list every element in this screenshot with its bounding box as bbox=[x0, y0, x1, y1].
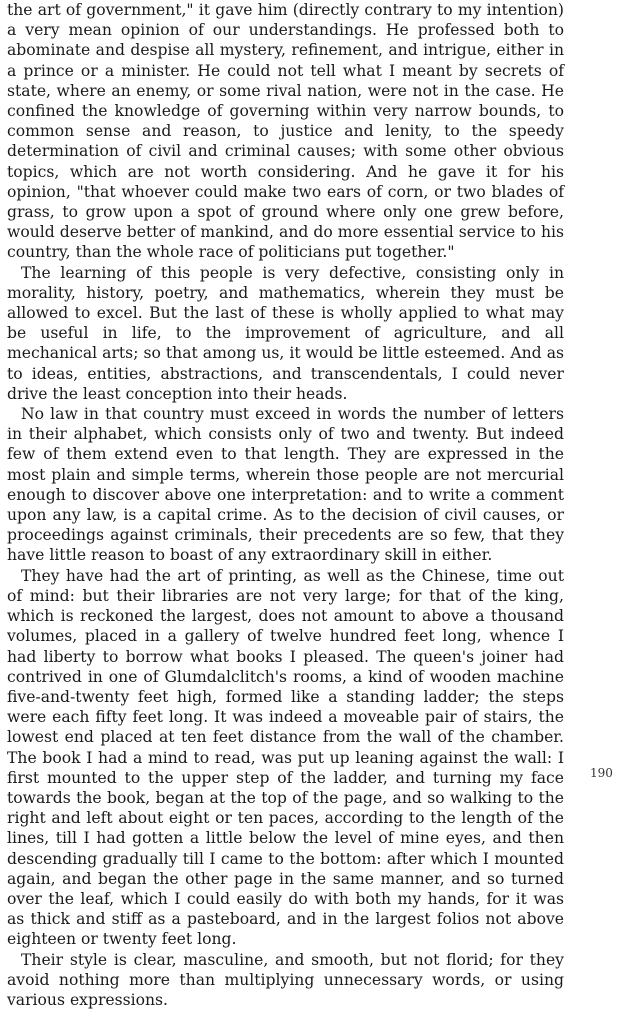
paragraph-1: the art of government," it gave him (directly contrary to my intention) a very mean opinion of our understandings. He professed both to abominate and despise all mystery, refinement, and intrigue, either in a prince or a minister. He could not tell what I meant by secrets of state, where an enemy, or some rival nation, were not in the case. He confined the knowledge of governing within very narrow bounds, to common sense and reason, to justice and lenity, to the speedy determination of civil and criminal causes; with some other obvious topics, which are not worth considering. And he gave it for his opinion, "that whoever could make two ears of corn, or two blades of grass, to grow upon a spot of ground where only one grew before, would deserve better of mankind, and do more essential service to his country, than the whole race of politicians put together." bbox=[7, 1, 564, 262]
page-number: 190 bbox=[590, 766, 613, 780]
page-text bbox=[7, 0, 564, 1010]
paragraph-4: They have had the art of printing, as well as the Chinese, time out of mind: but their libraries are not very large; for that of the king, which is reckoned the largest, does not amount to above a thousand volumes, placed in a gallery of twelve hundred feet long, whence I had liberty to borrow what books I pleased. The queen's joiner had contrived in one of Glumdalclitch's rooms, a kind of wooden machine five-and-twenty feet high, formed like a standing ladder; the steps were each fifty feet long. It was indeed a moveable pair of stairs, the lowest end placed at ten feet distance from the wall of the chamber. The book I had a mind to read, was put up leaning against the wall: I first mounted to the upper step of the ladder, and turning my face towards the book, began at the top of the page, and so walking to the right and left about eight or ten paces, according to the length of the lines, till I had gotten a little below the level of mine eyes, and then descending gradually till I came to the bottom: after which I mounted again, and began the other page in the same manner, and so turned over the leaf, which I could easily do with both my hands, for it was as thick and stiff as a pasteboard, and in the largest folios not above eighteen or twenty feet long. bbox=[7, 566, 564, 949]
paragraph-5: Their style is clear, masculine, and smooth, but not florid; for they avoid nothing more than multiplying unnecessary words, or using various expressions. bbox=[7, 950, 564, 1009]
paragraph-3: No law in that country must exceed in words the number of letters in their alphabet, which consists only of two and twenty. But indeed few of them extend even to that length. They are expressed in the most plain and simple terms, wherein those people are not mercurial enough to discover above one interpretation: and to write a comment upon any law, is a capital crime. As to the decision of civil causes, or proceedings against criminals, their precedents are so few, that they have little reason to boast of any extraordinary skill in either. bbox=[7, 405, 564, 565]
paragraph-2: The learning of this people is very defective, consisting only in morality, history, poetry, and mathematics, wherein they must be allowed to excel. But the last of these is wholly applied to what may be useful in life, to the improvement of agriculture, and all mechanical arts; so that among us, it would be little esteemed. And as to ideas, entities, abstractions, and transcendentals, I could never drive the least conception into their heads. bbox=[7, 263, 564, 403]
